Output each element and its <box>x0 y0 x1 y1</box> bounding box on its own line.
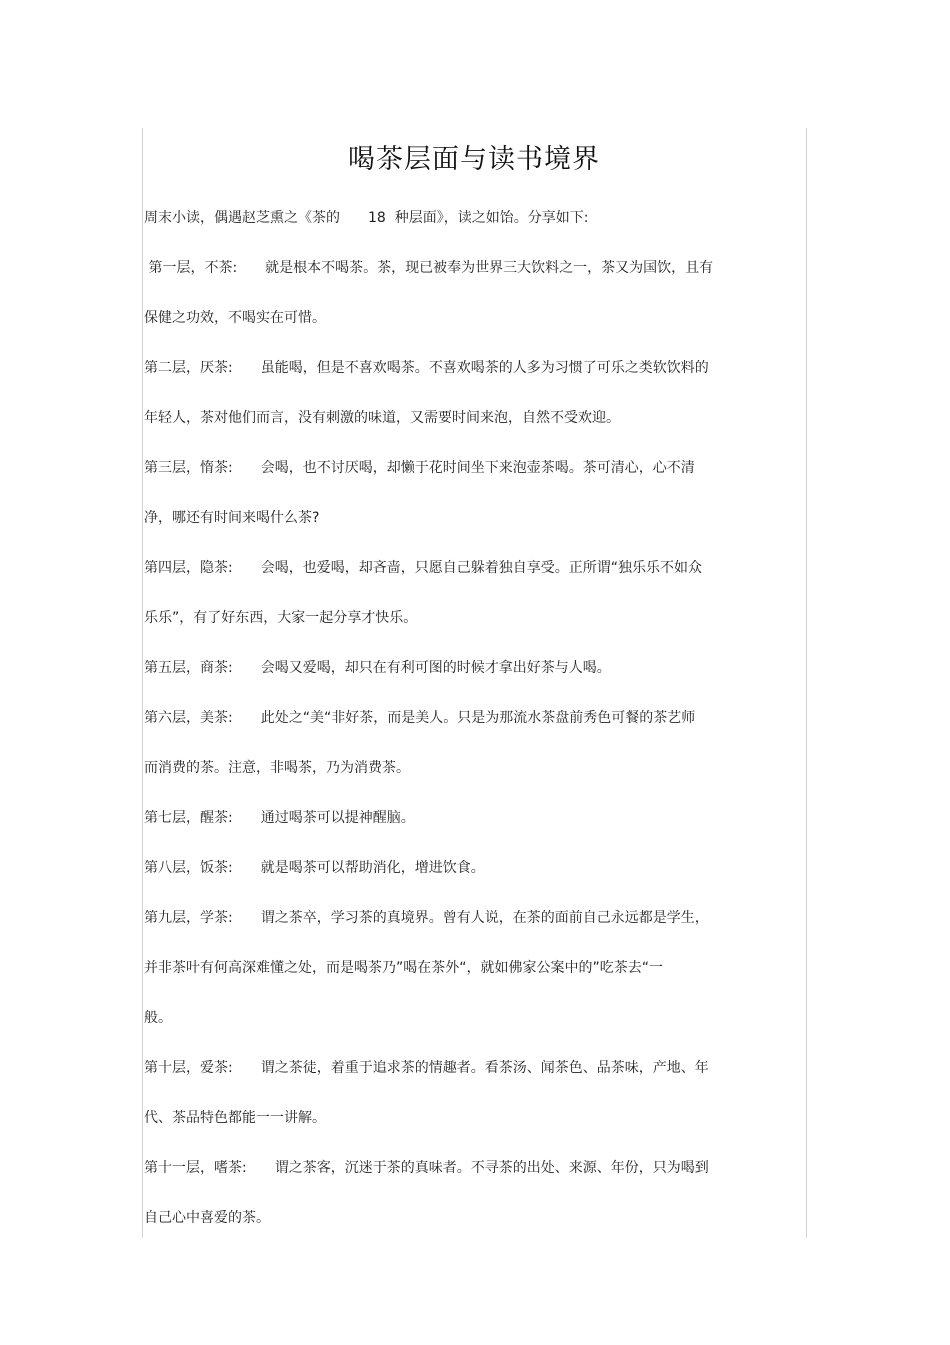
paragraph-line: 代、茶品特色都能一一讲解。 <box>144 1110 326 1126</box>
intro-line: 周末小读，偶遇赵芝熏之《茶的 18 种层面》，读之如饴。分享如下: <box>144 210 589 226</box>
paragraph-line: 并非茶叶有何高深难懂之处，而是喝茶乃”喝在茶外“，就如佛家公案中的”吃茶去“一 <box>144 960 664 976</box>
paragraph-line: 第十一层，嗜茶: 谓之茶客，沉迷于茶的真味者。不寻茶的出处、来源、年份，只为喝到 <box>144 1160 709 1176</box>
paragraph-line: 第七层，醒茶: 通过喝茶可以提神醒脑。 <box>144 810 415 826</box>
paragraph-line: 保健之功效，不喝实在可惜。 <box>144 310 326 326</box>
paragraph-line: 第九层，学茶: 谓之茶卒，学习茶的真境界。曾有人说，在茶的面前自己永远都是学生， <box>144 910 709 926</box>
paragraph-line: 第五层，商茶: 会喝又爱喝，却只在有利可图的时候才拿出好茶与人喝。 <box>144 660 611 676</box>
paragraph-line: 第二层，厌茶: 虽能喝，但是不喜欢喝茶。不喜欢喝茶的人多为习惯了可乐之类软饮料的 <box>144 360 709 376</box>
paragraph-line: 年轻人，茶对他们而言，没有刺激的味道，又需要时间来泡，自然不受欢迎。 <box>144 410 620 426</box>
paragraph-line: 第八层，饭茶: 就是喝茶可以帮助消化，增进饮食。 <box>144 860 485 876</box>
paragraph-line: 净，哪还有时间来喝什么茶? <box>144 510 320 526</box>
paragraph-line: 自己心中喜爱的茶。 <box>144 1210 270 1226</box>
paragraph-line: 第十层，爱茶: 谓之茶徒，着重于追求茶的情趣者。看茶汤、闻茶色、品茶味，产地、年 <box>144 1060 709 1076</box>
paragraph-line: 第三层，惰茶: 会喝，也不讨厌喝，却懒于花时间坐下来泡壶茶喝。茶可清心，心不清 <box>144 460 695 476</box>
paragraph-line: 般。 <box>144 1010 172 1026</box>
page-left-border <box>142 128 143 1238</box>
paragraph-line: 第六层，美茶: 此处之“美“非好茶，而是美人。只是为那流水茶盘前秀色可餐的茶艺师 <box>144 710 696 726</box>
paragraph-line: 第一层，不茶: 就是根本不喝茶。茶，现已被奉为世界三大饮料之一，茶又为国饮，且有 <box>144 260 714 276</box>
paragraph-line: 第四层，隐茶: 会喝，也爱喝，却吝啬，只愿自己躲着独自享受。正所谓“独乐乐不如众 <box>144 560 702 576</box>
paragraph-line: 乐乐”，有了好东西，大家一起分享才快乐。 <box>144 610 418 626</box>
paragraph-line: 而消费的茶。注意，非喝茶，乃为消费茶。 <box>144 760 410 776</box>
page-title: 喝茶层面与读书境界 <box>348 144 600 175</box>
page-right-border <box>806 128 807 1238</box>
